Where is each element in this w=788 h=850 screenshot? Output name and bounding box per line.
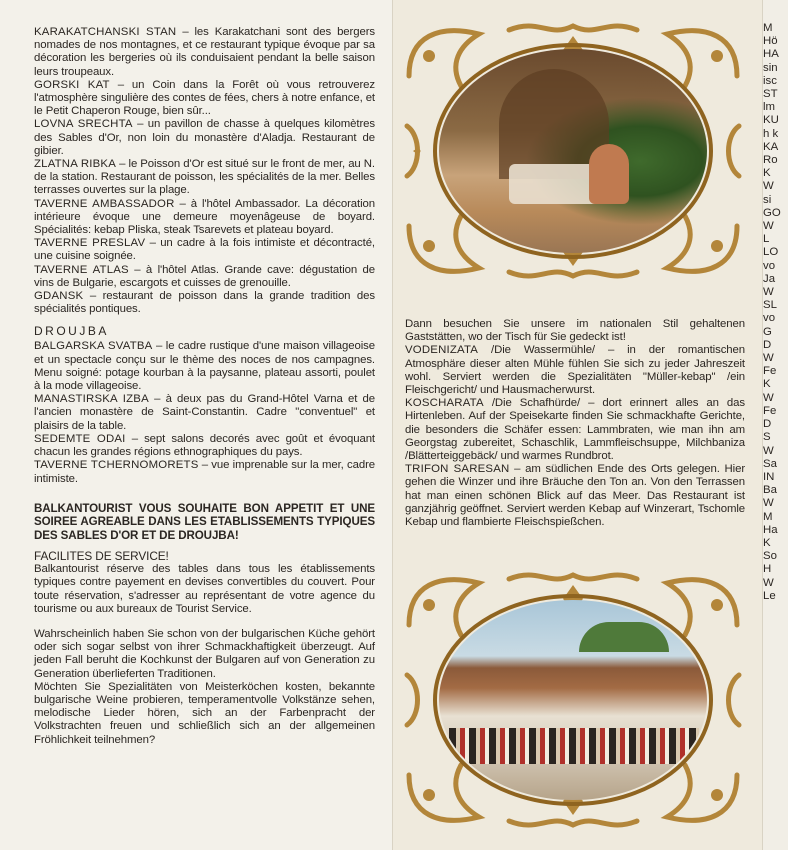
restaurant-name: LOVNA SRECHTA (34, 118, 133, 131)
folk-dance-photo (439, 600, 707, 800)
restaurant-entry (34, 459, 375, 485)
restaurant-description: – les Karakatchani sont des bergers nomades de nos montagnes, et ce restaurant typique évoque par sa décoration les bergeries où ils conduisaient pendant la belle saison leurs troupeaux. (34, 26, 375, 78)
closing-message: BALKANTOURIST VOUS SOUHAITE BON APPETIT ET UNE SOIREE AGREABLE DANS LES ETABLISSEMENTS TYPIQUES DES SABLES D'OR ET DE DROUJBA! (34, 501, 375, 542)
restaurant-entry (34, 158, 375, 198)
german-intro-paragraph: Wahrscheinlich haben Sie schon von der bulgarischen Küche gehört oder sich sogar selbst von ihrer Schmackhaftigkeit überzeugt. Auf jeden Fall beruht die Kochkunst der Bulgaren auf von Generation zu Generation überlieferten Traditionen. (34, 627, 375, 680)
restaurant-description: – le cadre rustique d'une maison villageoise et un spectacle conçu sur le thème des noces de nos campagnes. Menu soigné: potage kourban à la paysanne, plateau assorti, poulet à la mode villageoise. (34, 340, 376, 393)
restaurant-name: GORSKI KAT (34, 78, 110, 91)
clipped-text-fragment: lm (763, 101, 776, 114)
restaurant-entry (34, 198, 375, 238)
restaurant-name: VODENIZATA (405, 344, 479, 357)
restaurant-terrace-photo (439, 49, 707, 253)
restaurant-entry (405, 463, 745, 529)
clipped-text-fragment: SL (763, 299, 777, 312)
clipped-text-fragment: K (763, 167, 771, 180)
clipped-text-fragment: K (763, 378, 771, 391)
restaurant-name: TAVERNE TCHERNOMORETS (34, 459, 199, 472)
restaurant-description: – à l'hôtel Atlas. Grande cave: dégustation de vins de Bulgarie, escargots et cuisses de grenouille. (34, 263, 376, 289)
clipped-text-fragment: Ba (763, 484, 777, 497)
clipped-text-fragment: vo (763, 312, 776, 325)
restaurant-description: – à l'hôtel Ambassador. La décoration intérieure évoque une demeure moyenâgeuse de boyard. Spécialités: kebap Pliska, steak Tsarevets et plateau boyard. (34, 197, 375, 237)
restaurant-description: /Die Wassermühle/ – in der romantischen Atmosphäre dieser alten Mühle fühlen Sie sich zu jeder Jahreszeit wohl. Serviert werden die Spezialitäten "Müller-kebap" /ein Fleischgericht/ und Hausmacherwurst. (405, 344, 745, 397)
restaurant-entry (34, 237, 375, 263)
clipped-text-fragment: GO (763, 206, 781, 219)
restaurant-description: /Die Schafhürde/ – dort erinnert alles an das Hirtenleben. Auf der Speisekarte finden Sie schmackhafte Gerichte, die besonders die Schäfer essen: Lammbraten, wie man ihn am Georgstag zubereitet, Schaschlik, Lammfleischsuppe, Milchbaniza /Blätterteiggebäck/ und warmes Rundbrot. (405, 397, 745, 463)
clipped-text-fragment: S (763, 431, 771, 444)
clipped-text-fragment: W (763, 391, 774, 404)
clipped-text-fragment: Fe (763, 404, 777, 417)
clipped-text-fragment: H (763, 563, 772, 576)
restaurant-description: – un pavillon de chasse à quelques kilomètres des Sables d'Or, non loin du monastère d'Aladja. Restaurant de gibier. (34, 118, 375, 157)
clipped-text-fragment: D (763, 418, 772, 431)
german-text-panel (393, 0, 763, 850)
restaurant-entry (34, 264, 375, 290)
clipped-text-fragment: IN (763, 470, 775, 483)
restaurant-entry (34, 393, 375, 433)
restaurant-description: – restaurant de poisson dans la grande tradition des spécialités pontiques. (34, 290, 375, 316)
restaurant-name: TAVERNE ATLAS (34, 263, 129, 276)
restaurant-entry (34, 340, 375, 393)
restaurant-name: MANASTIRSKA IZBA (34, 393, 149, 406)
clipped-text-fragment: L (763, 233, 770, 246)
clipped-text-fragment: Ja (763, 272, 776, 285)
french-text-panel (0, 0, 393, 850)
droujba-heading: DROUJBA (34, 324, 109, 339)
restaurant-name: KARAKATCHANSKI STAN (34, 26, 177, 38)
clipped-text-fragment: W (763, 286, 774, 299)
restaurant-description: – un Coin dans la Forêt où vous retrouverez l'atmosphère singulière des contes de fées, chers à notre enfance, et le Petit Chaperon Rouge, bien sûr... (34, 78, 375, 118)
restaurant-description: – sept salons decorés avec goût et évoquant chacun les grandes régions ethnographiques du pays. (34, 432, 375, 459)
restaurant-name: ZLATNA RIBKA (34, 158, 117, 171)
folk-dance-photo-frame (399, 565, 747, 835)
restaurant-name: KOSCHARATA (405, 397, 484, 410)
sables-dor-restaurants (34, 26, 375, 316)
restaurant-description: – le Poisson d'Or est situé sur le front de mer, au N. de la station. Restaurant de poisson, les spécialités de la mer. Belles terrasses ouvertes sur la plage. (34, 158, 375, 197)
clipped-text-fragment: Le (763, 589, 776, 602)
clipped-text-fragment: Ro (763, 154, 778, 167)
clipped-text-fragment: K (763, 536, 771, 549)
restaurant-name: TRIFON SARESAN (405, 463, 510, 476)
restaurant-entry (34, 290, 375, 316)
clipped-text-fragment: Ha (763, 523, 778, 536)
clipped-text-fragment: So (763, 550, 777, 563)
clipped-text-fragment: M (763, 510, 773, 523)
clipped-text-fragment: Hö (763, 35, 778, 48)
terrace-photo-frame (399, 16, 747, 286)
clipped-text-fragment: h k (763, 127, 779, 140)
clipped-text-fragment: W (763, 180, 774, 193)
clipped-text-fragment: vo (763, 259, 776, 272)
german-intro: Dann besuchen Sie unsere im nationalen Stil gehaltenen Gaststätten, wo der Tisch für Sie gedeckt ist! (405, 318, 745, 344)
clipped-text-fragment: W (763, 352, 774, 365)
restaurant-name: SEDEMTE ODAI (34, 432, 126, 445)
clipped-text-fragment: M (763, 22, 773, 34)
restaurant-description: – à deux pas du Grand-Hôtel Varna et de l'ancien monastère de Saint-Constantin. Cadre "conventuel" et plaisirs de la table. (34, 393, 376, 432)
facilites-text: Balkantourist réserve des tables dans tous les établissements typiques contre payement en devises convertibles du couvert. Pour toute réservation, s'adresser au représentant de votre agence du tourisme ou aux bureaux de Tourist Service. (34, 563, 375, 615)
clipped-text-fragment: W (763, 576, 774, 589)
restaurant-entry (34, 118, 375, 158)
facilites-heading: FACILITES DE SERVICE! (34, 548, 169, 563)
restaurant-entry (405, 344, 745, 397)
clipped-text-fragment: W (763, 497, 774, 510)
clipped-text-fragment: G (763, 325, 772, 338)
droujba-restaurants (34, 340, 375, 485)
restaurant-name: TAVERNE AMBASSADOR (34, 197, 175, 210)
clipped-text-fragment: Sa (763, 457, 777, 470)
restaurant-entry (34, 79, 375, 119)
restaurant-name: GDANSK (34, 290, 84, 303)
clipped-text-fragment: sin (763, 61, 778, 74)
restaurant-description: – un cadre à la fois intimiste et décontracté, une cuisine soignée. (34, 237, 375, 263)
clipped-text-fragment: si (763, 193, 772, 206)
restaurant-name: TAVERNE PRESLAV (34, 237, 146, 250)
clipped-text-fragment: ST (763, 88, 778, 101)
clipped-text-fragment: HA (763, 48, 779, 61)
restaurant-description: – am südlichen Ende des Orts gelegen. Hier gehen die Winzer und ihre Bräuche den Ton an. Von den Terrassen hat man einen schönen Blick auf das Meer. Das Restaurant ist ganzjährig geöffnet. Serviert werden Kebap auf Winzerart, Tschomle Kebap und flambierte Fleischspießchen. (405, 463, 746, 529)
german-restaurant-list (405, 318, 745, 529)
clipped-text-fragment: W (763, 444, 774, 457)
clipped-text-fragment: KA (763, 140, 779, 153)
clipped-text-fragment: D (763, 338, 772, 351)
clipped-text-fragment: KU (763, 114, 779, 127)
restaurant-entry (34, 433, 375, 459)
restaurant-name: BALGARSKA SVATBA (34, 340, 153, 353)
restaurant-description: – vue imprenable sur la mer, cadre intimiste. (34, 459, 376, 485)
restaurant-entry (34, 26, 375, 79)
clipped-text-fragment: Fe (763, 365, 777, 378)
german-second-paragraph: Möchten Sie Spezialitäten von Meisterköchen kosten, bekannte bulgarische Weine probieren, temperamentvolle Volkstänze sehen, melodische Lieder hören, sich an der Farbenpracht der Volkstrachten freuen und schließlich sich an der allgemeinen Fröhlichkeit teilnehmen? (34, 680, 375, 746)
clipped-text-fragment: LO (763, 246, 779, 259)
restaurant-entry (405, 397, 745, 463)
clipped-text-fragment: W (763, 220, 774, 233)
clipped-text-fragment: isc (763, 74, 777, 87)
next-panel-fragment (763, 0, 788, 850)
